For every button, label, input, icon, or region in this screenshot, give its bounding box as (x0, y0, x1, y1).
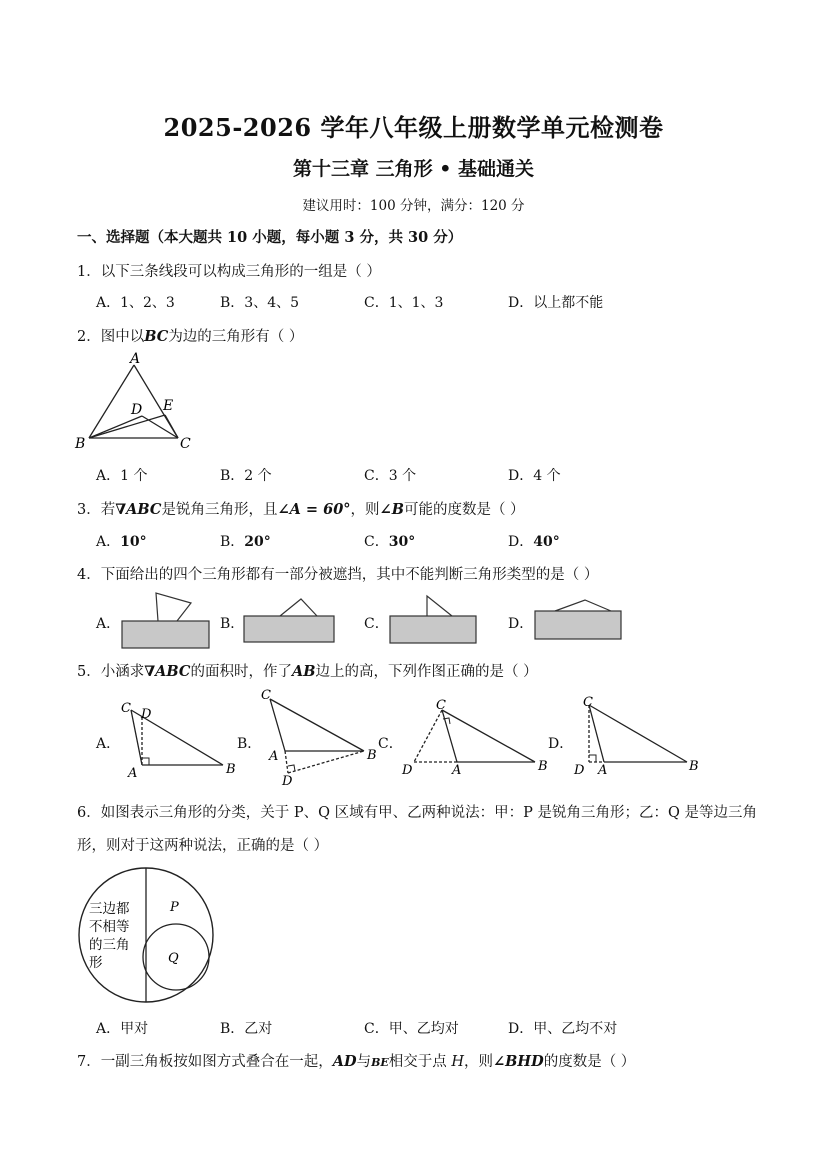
q3-text-3: ，则 (350, 502, 380, 518)
q5-option-c: C． (378, 736, 403, 752)
q3-option-b-value: 20° (244, 534, 271, 550)
q5b-label-d: D (282, 774, 293, 789)
q3-option-c-value: 30° (388, 534, 416, 550)
q2-label-b: B (75, 436, 86, 452)
q3-angle: ∠B (379, 501, 404, 518)
q5-figure-d (570, 693, 710, 781)
q5b-label-b: B (367, 748, 377, 763)
q5b-label-a: A (269, 749, 279, 764)
q5d-label-c: C (583, 695, 593, 710)
q5-triangle: ∇ABC (144, 663, 191, 680)
q3-option-c-letter: C． (364, 534, 389, 550)
q4-figure-c (385, 593, 483, 648)
q5-text-1: 5．小涵求 (77, 664, 145, 680)
question-7-stem (77, 1050, 635, 1071)
q5-text-2: 的面积时，作了 (190, 664, 292, 680)
q5d-label-a: A (598, 763, 608, 778)
q5-text-3: 边上的高，下列作图正确的是（ ） (315, 664, 538, 680)
q4-option-b: B． (220, 616, 245, 632)
q5a-label-b: B (226, 762, 236, 777)
question-5-stem (77, 660, 538, 681)
chapter-subtitle: 第十三章 三角形 • 基础通关 (293, 158, 534, 180)
q4-figure-b (240, 595, 340, 647)
q6-circle-text-4: 形 (89, 955, 103, 971)
q5-option-b: B． (237, 736, 262, 752)
q6-option-d: D．甲、乙均不对 (508, 1021, 618, 1037)
q6-circle-text-2: 不相等 (89, 919, 130, 935)
q3-option-d-letter: D． (508, 534, 534, 550)
q2-label-c: C (180, 436, 191, 452)
q6-classification-diagram (75, 865, 217, 1007)
q3-option-b (220, 531, 271, 551)
q5-figure-b (258, 685, 388, 790)
q4-option-c: C． (364, 616, 389, 632)
q3-option-a-value: 10° (120, 534, 147, 550)
q5-option-d: D． (548, 736, 574, 752)
q7-text-2: 与 (356, 1054, 372, 1070)
q3-text-2: 是锐角三角形，且 (161, 502, 278, 518)
q7-segment-2: BE (371, 1056, 389, 1069)
question-3-stem (77, 498, 525, 519)
section-heading: 一、选择题（本大题共 10 小题，每小题 3 分，共 30 分） (77, 229, 463, 246)
q7-text-5: 的度数是（ ） (543, 1054, 636, 1070)
question-2-stem (77, 325, 303, 346)
q2-option-c: C．3 个 (364, 468, 417, 484)
q2-label-d: D (131, 402, 143, 418)
question-6-line-2: 形，则对于这两种说法，正确的是（ ） (77, 838, 329, 854)
page-title: 2025-2026 学年八年级上册数学单元检测卷 (163, 113, 664, 142)
question-4-stem: 4．下面给出的四个三角形都有一部分被遮挡，其中不能判断三角形类型的是（ ） (77, 567, 599, 583)
q6-label-q: Q (168, 951, 179, 966)
q2-option-b: B．2 个 (220, 468, 272, 484)
q5c-label-c: C (436, 698, 446, 713)
q5a-label-a: A (128, 766, 138, 781)
q5a-label-c: C (121, 701, 131, 716)
q5b-label-c: C (261, 688, 271, 703)
q3-option-d-value: 40° (533, 534, 560, 550)
q3-option-c (364, 531, 415, 551)
q2-segment: BC (144, 328, 169, 345)
q2-option-d: D．4 个 (508, 468, 561, 484)
q6-option-b: B．乙对 (220, 1021, 273, 1037)
q2-option-a: A．1 个 (96, 468, 148, 484)
q5d-label-d: D (574, 763, 585, 778)
question-6-line-1: 6．如图表示三角形的分类，关于 P、Q 区域有甲、乙两种说法：甲：P 是锐角三角形；乙：Q 是等边三角 (77, 805, 757, 821)
q3-text-1: 3．若 (77, 502, 116, 518)
q5d-label-b: B (689, 759, 699, 774)
q7-point: H (451, 1054, 465, 1070)
q7-text-1: 7．一副三角板按如图方式叠合在一起， (77, 1054, 333, 1070)
q3-option-a-letter: A． (96, 534, 121, 550)
q2-pre: 2．图中以 (77, 329, 145, 345)
q6-label-p: P (170, 900, 179, 915)
q4-figure-a (120, 590, 215, 650)
q6-circle-text-3: 的三角 (89, 937, 130, 953)
q7-text-4: ，则 (464, 1054, 494, 1070)
q7-angle: ∠BHD (493, 1053, 544, 1070)
q5-figure-c (400, 695, 550, 780)
time-info: 建议用时：100 分钟，满分：120 分 (302, 198, 525, 214)
q2-label-a: A (130, 351, 141, 367)
q5-figure-a (118, 695, 248, 780)
q7-segment-1: AD (332, 1053, 357, 1070)
q5a-label-d: D (141, 707, 152, 722)
q5-option-a: A． (96, 736, 121, 752)
q5c-label-b: B (538, 759, 548, 774)
q6-option-a: A．甲对 (96, 1021, 149, 1037)
q3-option-d (508, 531, 560, 551)
q4-option-d: D． (508, 616, 534, 632)
q2-post: 为边的三角形有（ ） (168, 329, 304, 345)
q1-option-d: D．以上都不能 (508, 295, 604, 311)
q3-option-a (96, 531, 147, 551)
q4-option-a: A． (96, 616, 121, 632)
q6-option-c: C．甲、乙均对 (364, 1021, 459, 1037)
q1-option-b: B．3、4、5 (220, 295, 300, 311)
q5c-label-d: D (402, 763, 413, 778)
q3-triangle: ∇ABC (115, 501, 162, 518)
q5c-label-a: A (452, 763, 462, 778)
q6-circle-text-1: 三边都 (89, 901, 130, 917)
q5-segment: AB (291, 663, 316, 680)
q1-option-a: A．1、2、3 (96, 295, 175, 311)
q3-condition: ∠A = 60° (277, 501, 351, 518)
q2-label-e: E (163, 398, 174, 414)
question-1-stem: 1．以下三条线段可以构成三角形的一组是（ ） (77, 264, 381, 280)
q7-text-3: 相交于点 (388, 1054, 452, 1070)
q3-text-4: 可能的度数是（ ） (403, 502, 525, 518)
q3-option-b-letter: B． (220, 534, 245, 550)
q4-figure-d (530, 597, 628, 645)
q2-triangle-figure (70, 350, 210, 450)
q1-option-c: C．1、1、3 (364, 295, 444, 311)
